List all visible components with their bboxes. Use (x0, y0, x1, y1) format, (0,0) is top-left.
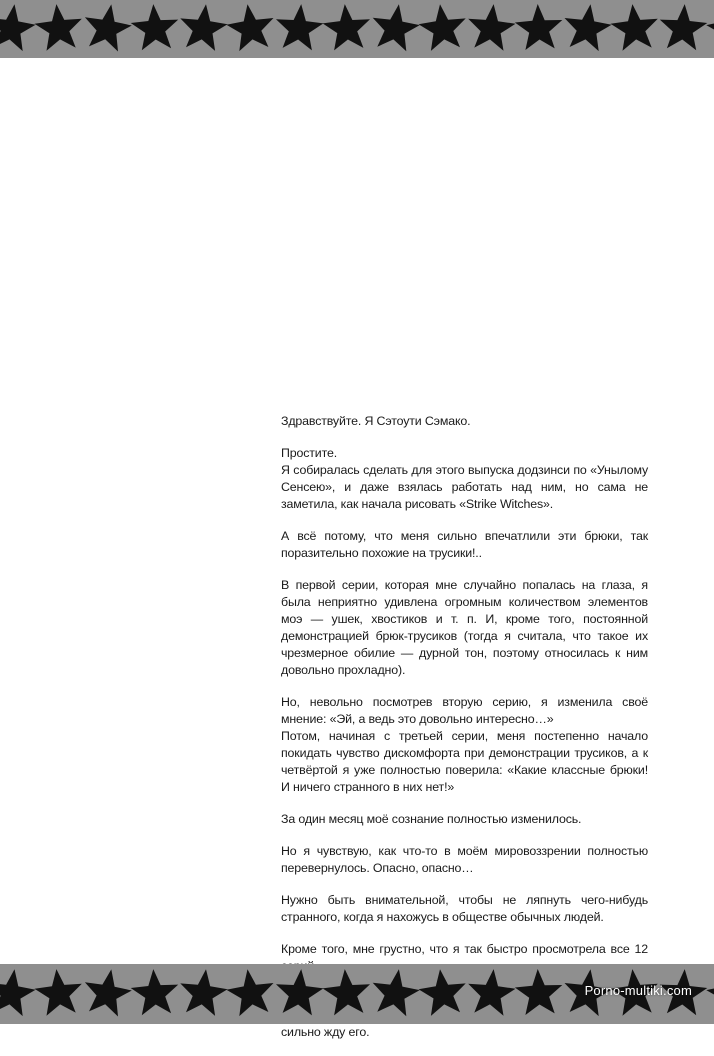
top-star-border (0, 0, 714, 58)
star-icon (373, 969, 420, 1016)
star-icon (565, 4, 612, 51)
star-icon (515, 969, 562, 1015)
author-afterword (281, 413, 648, 1056)
star-icon (660, 4, 708, 50)
star-icon (180, 4, 227, 51)
star-icon (276, 969, 323, 1015)
star-icon (323, 4, 370, 50)
paragraph-worldview: Но я чувствую, как что-то в моём мировоззрении полностью перевернулось. Опасно, опасно… (281, 844, 648, 875)
star-icon (226, 969, 273, 1016)
star-icon (85, 4, 132, 51)
star-icon (419, 4, 466, 51)
star-icon (373, 4, 420, 51)
paragraph-one-month: За один месяц моё сознание полностью изменилось. (281, 812, 582, 826)
star-row-top (0, 0, 714, 58)
star-icon (0, 4, 36, 51)
star-icon (419, 969, 466, 1016)
paragraph-reason: А всё потому, что меня сильно впечатлили эти брюки, так поразительно похожие на трусики!.. (281, 529, 648, 560)
star-icon (35, 4, 82, 51)
star-icon (611, 4, 658, 51)
star-icon (515, 4, 562, 50)
paragraph-final-episode: сильно жду его. (281, 1025, 370, 1039)
star-icon (131, 969, 179, 1015)
star-icon (35, 969, 82, 1016)
paragraph-apology: Простите. Я собиралась сделать для этого выпуска додзинси по «Унылому Сенсею», и даже взялась работать над ним, но сама не заметила, как начала рисовать «Strike Witches». (281, 446, 648, 511)
star-icon (180, 969, 227, 1016)
star-icon (706, 4, 714, 51)
star-icon (85, 969, 132, 1016)
star-icon (226, 4, 273, 51)
watermark: Porno-multiki.com (584, 983, 692, 998)
star-icon (323, 969, 370, 1015)
paragraph-careful: Нужно быть внимательной, чтобы не ляпнуть чего-нибудь странного, когда я нахожусь в обществе обычных людей. (281, 893, 648, 924)
star-icon (276, 4, 323, 50)
star-icon (706, 969, 714, 1016)
paragraph-first-episode: В первой серии, которая мне случайно попалась на глаза, я была неприятно удивлена огромным количеством элементов моэ — ушек, хвостиков и т. п. И, кроме того, постоянной демонстрацией брюк-трусиков (тогда я считала, что такое их чрезмерное обилие — дурной тон, поэтому относилась к ним довольно прохладно). (281, 578, 648, 677)
star-icon (131, 4, 179, 50)
paragraph-second-episode: Но, невольно посмотрев вторую серию, я изменила своё мнение: «Эй, а ведь это довольно интересно…» Потом, начиная с третьей серии, меня постепенно начало покидать чувство дискомфорта при демонстрации трусиков, а к четвёртой я уже полностью поверила: «Какие классные брюки! И ничего странного в них нет!» (281, 695, 648, 794)
star-icon (0, 969, 36, 1016)
star-icon (468, 4, 515, 51)
paragraph-greeting: Здравствуйте. Я Сэтоути Сэмако. (281, 414, 471, 428)
star-icon (468, 969, 515, 1016)
paragraph-twelve-episodes: Кроме того, мне грустно, что я так быстро просмотрела все 12 (281, 942, 648, 956)
